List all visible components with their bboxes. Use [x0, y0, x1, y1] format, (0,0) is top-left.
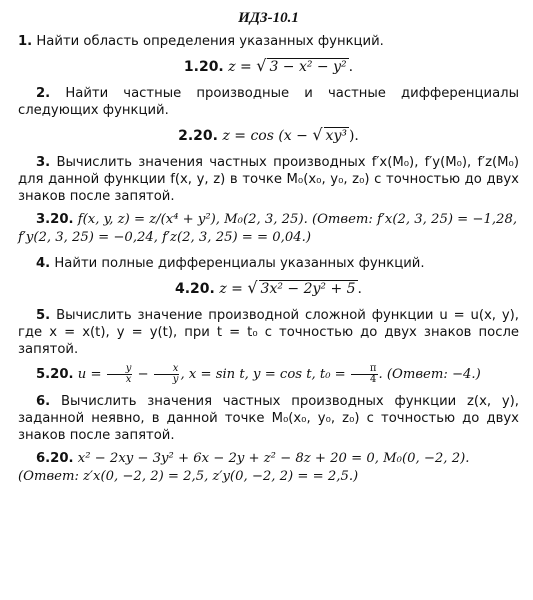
task-3-number: 3.: [36, 155, 51, 170]
example-6-20-text: x² − 2xy − 3y² + 6x − 2y + z² − 8z + 20 = 0, M₀(0, −2, 2). (Ответ: z′x(0, −2, 2) = 2,5, z′y(0, −2, 2) = = 2,5.): [18, 451, 470, 484]
formula-4-20-end: .: [357, 281, 362, 297]
formula-2-20-radicand: xy³: [325, 128, 347, 144]
fraction-numerator: π: [351, 364, 378, 375]
task-2-text: Найти частные производные и частные дифференциалы следующих функций.: [18, 86, 519, 118]
formula-2-20-end: ).: [348, 128, 359, 144]
fraction-x-over-y: [154, 364, 180, 385]
formula-4-20-number: 4.20.: [174, 281, 215, 297]
task-1-text: Найти область определения указанных функций.: [36, 34, 384, 49]
example-3-20: [18, 211, 519, 247]
task-4-number: 4.: [36, 256, 51, 271]
fraction-numerator: y: [107, 364, 133, 375]
task-4: [18, 255, 519, 272]
example-3-20-number: 3.20.: [36, 212, 74, 227]
task-3-text: Вычислить значения частных производных f′x(M₀), f′y(M₀), f′z(M₀) для данной функции f(x, y, z) в точке M₀(x₀, y₀, z₀) с точностью до двух знаков после запятой.: [18, 155, 519, 204]
formula-1-20-end: .: [348, 59, 354, 75]
task-3: [18, 154, 519, 205]
task-1-number: 1.: [18, 34, 33, 49]
formula-2-20-number: 2.20.: [178, 128, 218, 144]
task-1: [18, 33, 519, 50]
fraction-denominator: 4: [370, 374, 377, 385]
task-6-number: 6.: [36, 394, 51, 409]
example-6-20: [18, 450, 519, 486]
formula-1-20: [18, 56, 519, 77]
page-title: ИДЗ-10.1: [238, 10, 299, 26]
example-6-20-number: 6.20.: [36, 451, 74, 466]
example-5-20-number: 5.20.: [36, 367, 74, 382]
task-5-number: 5.: [36, 308, 51, 323]
sqrt-icon: √: [247, 278, 258, 297]
example-5-20-b: , x = sin t, y = cos t, t₀ =: [180, 367, 350, 382]
task-4-text: Найти полные дифференциалы указанных функций.: [54, 256, 425, 271]
fraction-denominator: x: [125, 374, 132, 385]
formula-4-20-lhs: z =: [219, 281, 248, 297]
example-3-20-text: f(x, y, z) = z/(x⁴ + y²), M₀(2, 3, 25). (Ответ: f′x(2, 3, 25) = −1,28, f′y(2, 3, 25) = −0,24, f′z(2, 3, 25) = = 0,04.): [18, 212, 518, 245]
task-2: [18, 85, 519, 119]
task-6: [18, 393, 519, 444]
fraction-y-over-x: [107, 364, 133, 385]
formula-1-20-lhs: z =: [228, 59, 257, 75]
fraction-pi-over-4: [351, 364, 378, 385]
formula-4-20: [18, 278, 519, 299]
example-5-20-a: u =: [77, 367, 106, 382]
task-5-text: Вычислить значение производной сложной функции u = u(x, y), где x = x(t), y = y(t), при t = t₀ с точностью до двух знаков после запятой.: [18, 308, 519, 357]
task-5: [18, 307, 519, 358]
example-5-20-c: . (Ответ: −4.): [378, 367, 481, 382]
formula-1-20-radicand: 3 − x² − y²: [269, 59, 347, 75]
fraction-denominator: y: [172, 374, 179, 385]
formula-4-20-radicand: 3x² − 2y² + 5: [260, 281, 356, 297]
sqrt-icon: √: [312, 125, 323, 144]
example-5-20-minus: −: [133, 367, 153, 382]
example-5-20: [18, 364, 519, 385]
task-6-text: Вычислить значения частных производных функции z(x, y), заданной неявно, в данной точке M₀(x₀, y₀, z₀) с точностью до двух знаков после запятой.: [18, 394, 519, 443]
task-2-number: 2.: [36, 86, 51, 101]
formula-2-20: [18, 125, 519, 146]
formula-1-20-number: 1.20.: [183, 59, 224, 75]
sqrt-icon: √: [256, 56, 267, 75]
fraction-numerator: x: [154, 364, 180, 375]
formula-2-20-lhs: z = cos (x −: [222, 128, 313, 144]
